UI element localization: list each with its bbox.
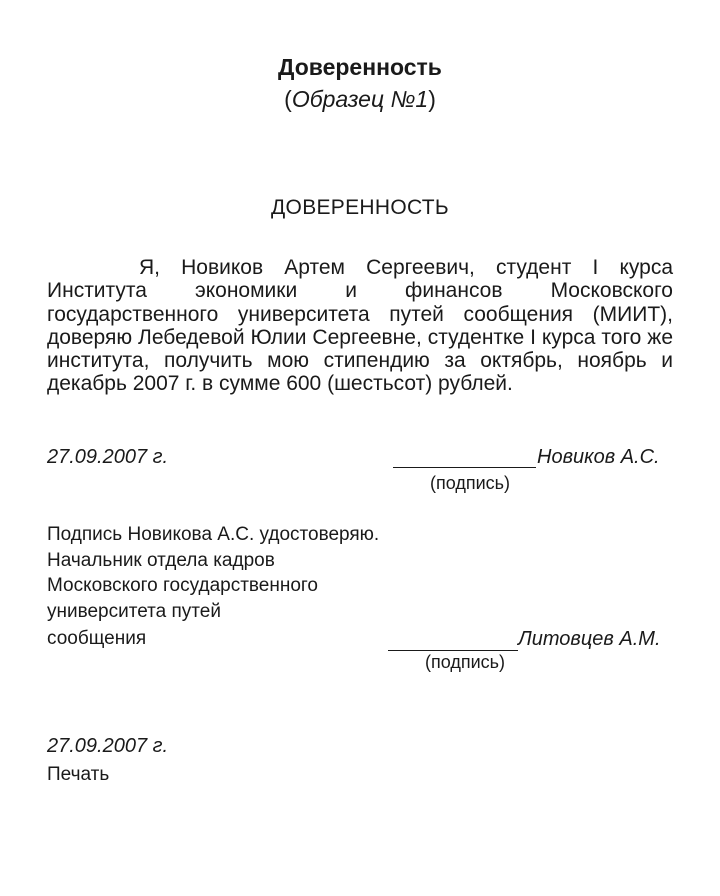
stamp-label: Печать — [47, 764, 110, 785]
certifier-signature-line — [388, 650, 518, 651]
certifier-signature-caption: (подпись) — [425, 652, 506, 672]
signature-caption: (подпись) — [430, 473, 511, 493]
body-text: Я, Новиков Артем Сергеевич, студент I курса Института экономики и финансов Московского государственного университета путей сообщения (МИИТ), доверяю Лебедевой Юлии Сергеевне, студентке I курса того же института, получить мою стипендию за октябрь, ноябрь и декабрь 2007 г. в сумме 600 (шестьсот) рублей. — [47, 256, 673, 396]
subtitle-close-paren: ) — [428, 86, 436, 112]
certification-line: Московского государственного — [47, 575, 318, 596]
certification-line: университета путей — [47, 601, 221, 622]
certification-line: сообщения — [47, 628, 147, 649]
certification-date: 27.09.2007 г. — [47, 735, 169, 757]
certification-line: Подпись Новикова А.С. удостоверяю. — [47, 524, 380, 545]
document-date: 27.09.2007 г. — [47, 446, 169, 468]
document-heading: ДОВЕРЕННОСТЬ — [271, 196, 449, 219]
certification-line: Начальник отдела кадров — [47, 550, 275, 571]
signer-name: Новиков А.С. — [537, 446, 660, 468]
document-title: Доверенность — [278, 54, 442, 80]
certifier-name: Литовцев А.М. — [518, 628, 661, 650]
subtitle-open-paren: ( — [284, 86, 292, 112]
body-paragraph — [47, 256, 673, 396]
signature-line — [393, 467, 536, 468]
subtitle-sample-label: Образец №1 — [291, 86, 429, 112]
document-subtitle — [0, 86, 720, 113]
